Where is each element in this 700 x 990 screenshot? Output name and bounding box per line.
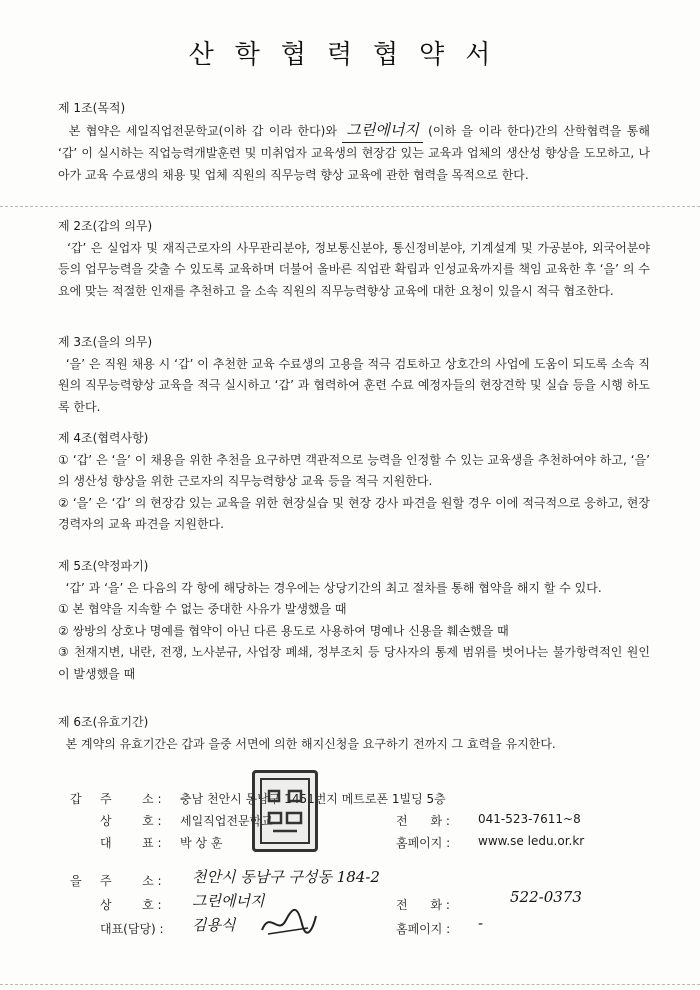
party-a-address: 충남 천안시 동남구 1451번지 메트로폰 1빌딩 5층 [180,792,446,806]
party-a-web-label: 홈페이지 : [396,836,451,850]
article-heading: 제 3조(을의 의무) [58,335,153,349]
seal-stamp-graphic [255,773,315,849]
party-a-name: 세일직업전문학교 [180,814,273,828]
article-3 [58,332,650,418]
article-body: 본 협약은 세일직업전문학교(이하 갑 이라 한다)와 그린에너지 (이하 을 이라 한다)간의 산학협력을 통해 ‘갑’ 이 실시하는 직업능력개발훈련 및 미취업자 교육생의 현장감 있는 교육과 업체의 생산성 향상을 도모하고, 나아가 교육 수료생의 채용 및 업체 직원의 직무능력 향상 교육에 관한 협력을 목적으로 한다. [58,120,650,182]
article-heading: 제 1조(목적) [58,101,126,115]
party-a-phone-label: 전 화 : [396,814,450,828]
party-b-label: 을 [70,874,82,888]
seal-stamp-icon [252,770,318,852]
party-b-address-label: 주 소 : [100,874,162,888]
article-clause: ③ 천재지변, 내란, 전쟁, 노사분규, 사업장 폐쇄, 정부조치 등 당사자의 통제 범위를 벗어나는 불가항력적인 원인이 발생했을 때 [58,645,650,681]
party-a-rep-label: 대 표 : [100,836,162,850]
article-heading: 제 2조(갑의 의무) [58,219,153,233]
party-b-rep-label: 대표(담당) : [100,922,164,936]
party-b-phone: 522-0373 [510,888,582,906]
party-a-rep: 박 상 훈 [180,836,223,850]
article-body: ‘갑’ 과 ‘을’ 은 다음의 각 항에 해당하는 경우에는 상당기간의 최고 절차를 통해 협약을 해지 할 수 있다. [65,580,602,595]
article-1 [58,98,650,186]
scan-artifact-line-top [0,206,700,207]
party-b-address: 천안시 동남구 구성동 184-2 [192,868,380,886]
article-clause: ① ‘갑’ 은 ‘을’ 이 채용을 위한 추천을 요구하면 객관적으로 능력을 인정할 수 있는 교육생을 추천하여야 하고, ‘을’ 의 생산성 향상을 위한 근로자의 직무능력향상 교육 등을 적극 지원한다. [58,452,650,488]
page-title: 산학협력협약서 [188,40,512,70]
article-body: ‘갑’ 은 실업자 및 재직근로자의 사무관리분야, 정보통신분야, 통신정비분야, 기계설계 및 가공분야, 외국어분야 등의 업무능력을 갖출 수 있도록 교육하며 더불어 올바른 직업관 확립과 인성교육까지를 책임 교육한 후 ‘을’ 의 수요에 맞는 적절한 인재를 추천하고 을 소속 직원의 직무능력향상 교육에 대한 요청이 있을시 적극 협조한다. [58,240,650,298]
party-a-address-label: 주 소 : [100,792,162,806]
party-b-handwritten: 그린에너지 [346,120,419,139]
party-b-phone-label: 전 화 : [396,898,450,912]
article-2 [58,216,650,302]
article-body: 본 계약의 유효기간은 갑과 을중 서면에 의한 해지신청을 요구하기 전까지 그 효력을 유지한다. [65,736,556,751]
party-a-label: 갑 [70,792,82,806]
article-heading: 제 5조(약정파기) [58,559,149,573]
article-body: ‘을’ 은 직원 채용 시 ‘갑’ 이 추천한 교육 수료생의 고용을 적극 검토하고 상호간의 사업에 도움이 되도록 소속 직원의 직무능력향상 교육을 적극 실시하고 ‘갑’ 과 협력하여 훈련 수료 예정자들의 현장견학 및 실습 등을 시행 하도록 한다. [58,356,650,414]
party-b-name-label: 상 호 : [100,898,162,912]
article-heading: 제 6조(유효기간) [58,715,149,729]
party-b-blank [342,120,422,144]
party-b-rep: 김용식 [192,916,236,934]
party-b-web: - [478,914,484,932]
article-clause: ① 본 협약을 지속할 수 없는 중대한 사유가 발생했을 때 [58,602,347,616]
article-5 [58,556,650,685]
article-clause: ② ‘을’ 은 ‘갑’ 의 현장감 있는 교육을 위한 현장실습 및 현장 강사 파견을 원할 경우 이에 적극적으로 응하고, 현장경력자의 교육 파견을 지원한다. [58,495,650,531]
party-a-name-label: 상 호 : [100,814,162,828]
signature-icon [258,902,318,940]
article-clause: ② 쌍방의 상호나 명예를 협약이 아닌 다른 용도로 사용하여 명예나 신용을 훼손했을 때 [58,623,509,638]
party-b-web-label: 홈페이지 : [396,922,451,936]
scan-artifact-line-bottom [0,984,700,985]
party-a-phone: 041-523-7611~8 [478,812,581,826]
article-heading: 제 4조(협력사항) [58,431,149,445]
article-6 [58,712,650,755]
party-a-web: www.se ledu.or.kr [478,834,585,848]
party-b-name: 그린에너지 [192,892,265,910]
article-4 [58,428,650,536]
